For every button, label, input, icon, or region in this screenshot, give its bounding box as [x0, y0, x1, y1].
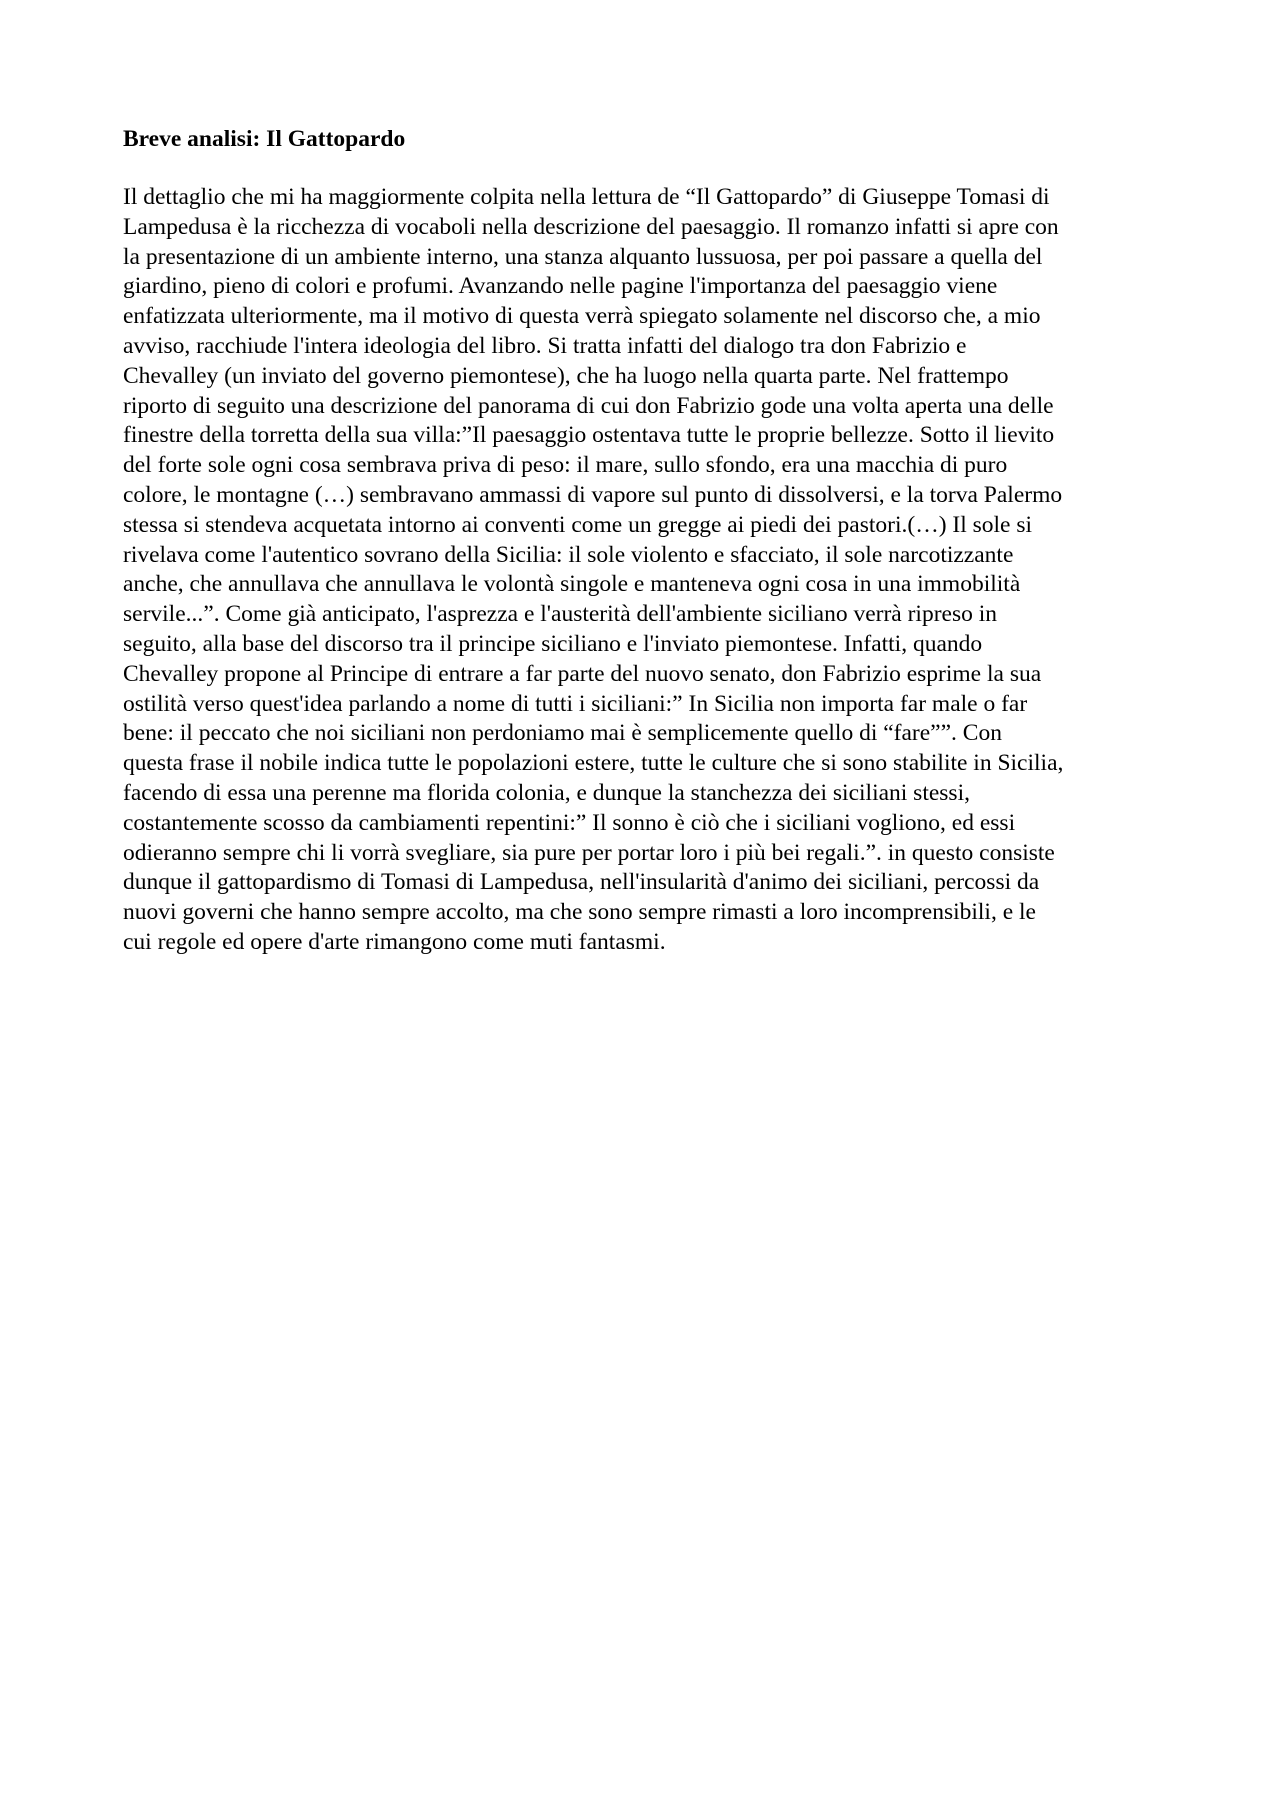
text-line: colore, le montagne (…) sembravano ammassi di vapore sul punto di dissolversi, e la torva Palermo	[123, 481, 1063, 508]
text-line: seguito, alla base del discorso tra il principe siciliano e l'inviato piemontese. Infatti, quando	[123, 630, 983, 657]
text-line: stessa si stendeva acquetata intorno ai conventi come un gregge ai piedi dei pastori.(…) Il sole si	[123, 511, 1033, 538]
text-line: servile...”. Come già anticipato, l'asprezza e l'austerità dell'ambiente siciliano verrà ripreso in	[123, 601, 998, 628]
text-line: Il dettaglio che mi ha maggiormente colpita nella lettura de “Il Gattopardo” di Giuseppe Tomasi di	[123, 184, 1050, 210]
text-line: giardino, pieno di colori e profumi. Avanzando nelle pagine l'importanza del paesaggio viene	[123, 273, 998, 300]
text-line: odieranno sempre chi li vorrà svegliare, sia pure per portar loro i più bei regali.”. in questo consiste	[123, 839, 1055, 866]
text-line: nuovi governi che hanno sempre accolto, ma che sono sempre rimasti a loro incomprensibili, e le	[123, 899, 1036, 926]
text-line: rivelava come l'autentico sovrano della Sicilia: il sole violento e sfacciato, il sole narcotizzante	[123, 541, 1014, 568]
text-line: la presentazione di un ambiente interno, una stanza alquanto lussuosa, per poi passare a quella del	[123, 243, 1043, 270]
document-title: Breve analisi: Il Gattopardo	[123, 126, 406, 152]
text-line: Lampedusa è la ricchezza di vocaboli nella descrizione del paesaggio. Il romanzo infatti si apre con	[123, 213, 1059, 240]
text-line: facendo di essa una perenne ma florida colonia, e dunque la stanchezza dei siciliani stessi,	[123, 779, 970, 806]
text-line: dunque il gattopardismo di Tomasi di Lampedusa, nell'insularità d'animo dei siciliani, percossi da	[123, 869, 1040, 896]
document-content	[123, 124, 1173, 958]
text-line: finestre della torretta della sua villa:”Il paesaggio ostentava tutte le proprie bellezze. Sotto il lievito	[123, 422, 1055, 449]
text-line: del forte sole ogni cosa sembrava priva di peso: il mare, sullo sfondo, era una macchia di puro	[123, 452, 1008, 479]
text-line: costantemente scosso da cambiamenti repentini:” Il sonno è ciò che i siciliani vogliono, ed essi	[123, 809, 1016, 836]
text-line: anche, che annullava che annullava le volontà singole e manteneva ogni cosa in una immobilità	[123, 571, 1021, 598]
body-paragraph	[123, 183, 1173, 958]
text-line: Chevalley (un inviato del governo piemontese), che ha luogo nella quarta parte. Nel frattempo	[123, 362, 1009, 389]
text-line: riporto di seguito una descrizione del panorama di cui don Fabrizio gode una volta aperta una delle	[123, 392, 1054, 419]
text-line: questa frase il nobile indica tutte le popolazioni estere, tutte le culture che si sono stabilite in Sicilia,	[123, 750, 1064, 777]
text-line: enfatizzata ulteriormente, ma il motivo di questa verrà spiegato solamente nel discorso che, a mio	[123, 303, 1041, 330]
text-line: avviso, racchiude l'intera ideologia del libro. Si tratta infatti del dialogo tra don Fabrizio e	[123, 332, 967, 359]
text-line: bene: il peccato che noi siciliani non perdoniamo mai è semplicemente quello di “fare””. Con	[123, 720, 1002, 747]
text-line: ostilità verso quest'idea parlando a nome di tutti i siciliani:” In Sicilia non importa far male o far	[123, 690, 1028, 717]
text-line: Chevalley propone al Principe di entrare a far parte del nuovo senato, don Fabrizio esprime la sua	[123, 660, 1042, 687]
text-line: cui regole ed opere d'arte rimangono come muti fantasmi.	[123, 928, 666, 955]
